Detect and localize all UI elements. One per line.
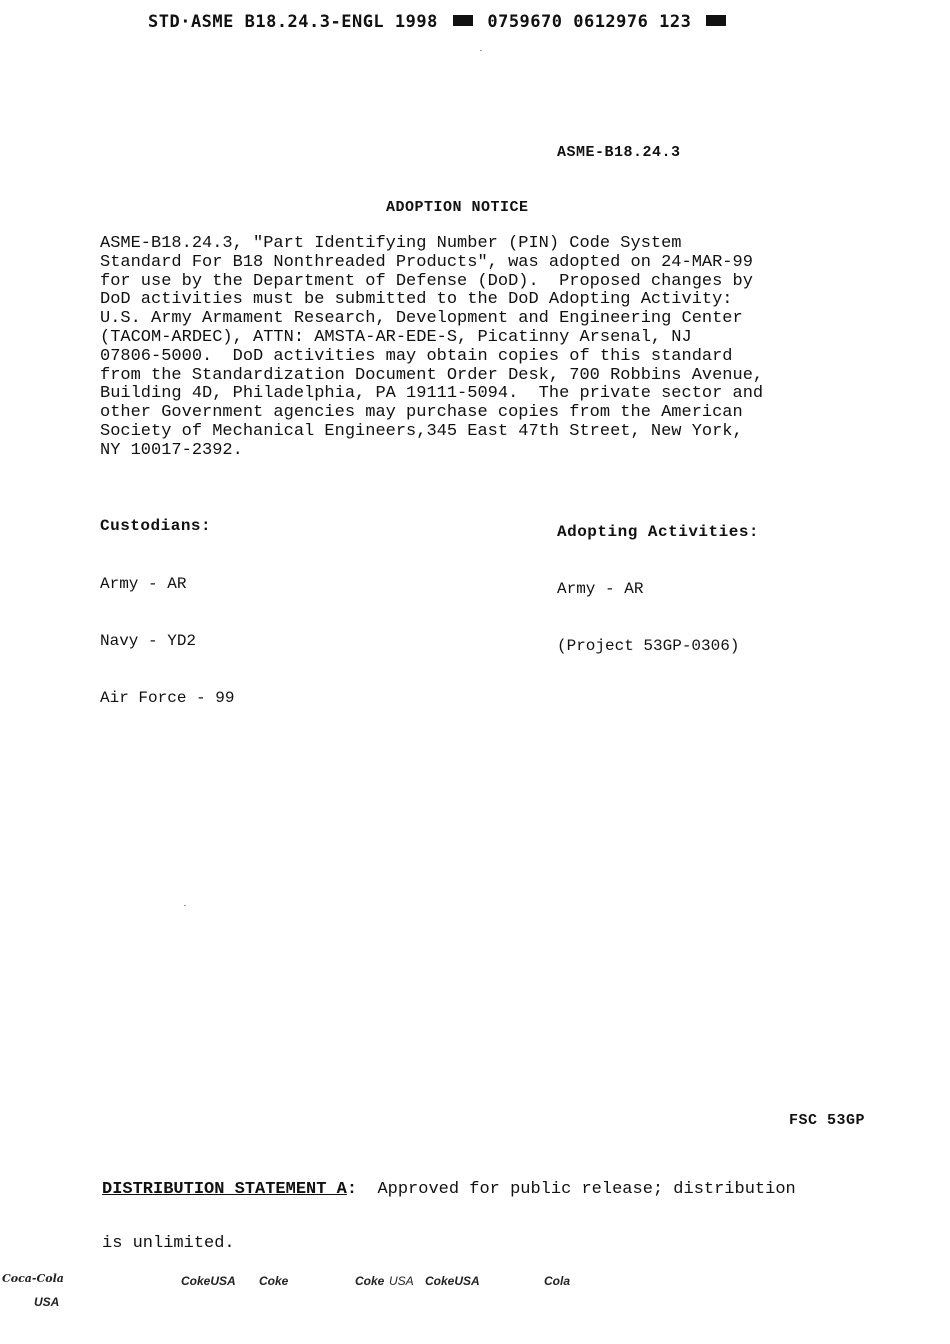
list-item: Army - AR [100, 575, 187, 593]
body-line: ASME-B18.24.3, "Part Identifying Number (PIN) Code System [100, 234, 682, 253]
list-item: Navy - YD2 [100, 632, 197, 650]
custodians-heading: Custodians: [100, 517, 212, 535]
distribution-text: Approved for public release; distribution [357, 1180, 796, 1199]
body-line: Building 4D, Philadelphia, PA 19111-5094. The private sector and [100, 384, 764, 404]
body-line: NY 10017-2392. [100, 440, 243, 460]
list-item: Army - AR [557, 580, 644, 598]
body-line: Society of Mechanical Engineers,345 East 47th Street, New York, [100, 421, 743, 441]
header-code-left: STD·ASME B18.24.3-ENGL 1998 [148, 12, 438, 32]
document-id: ASME-B18.24.3 [557, 144, 681, 161]
list-item: Air Force - 99 [100, 689, 235, 707]
scan-speck [480, 50, 482, 51]
body-line: for use by the Department of Defense (DoD). Proposed changes by [100, 271, 753, 291]
footer-brand: Coke [355, 1274, 385, 1288]
footer-brand: CokeUSA [425, 1274, 480, 1288]
footer-brand: Coke [259, 1274, 289, 1288]
body-line: other Government agencies may purchase copies from the American [100, 403, 743, 423]
header-document-code [148, 12, 730, 32]
distribution-label: DISTRIBUTION STATEMENT A [102, 1180, 347, 1199]
header-code-right: 0759670 0612976 123 [487, 12, 692, 32]
coca-cola-logo: Coca-Cola [2, 1272, 64, 1285]
adopting-activities-list [557, 542, 739, 675]
fsc-code: FSC 53GP [789, 1112, 866, 1129]
distribution-statement [102, 1145, 796, 1271]
footer-brand: USA [389, 1274, 414, 1288]
footer-brand: Cola [544, 1274, 571, 1288]
footer-usa: USA [34, 1295, 60, 1309]
body-line: Standard For B18 Nonthreaded Products", was adopted on 24-MAR-99 [100, 252, 753, 272]
distribution-colon: : [346, 1180, 358, 1199]
body-line: from the Standardization Document Order Desk, 700 Robbins Avenue, [100, 365, 764, 385]
body-line: U.S. Army Armament Research, Development and Engineering Center [100, 309, 743, 329]
adopting-activities-heading: Adopting Activities: [557, 523, 760, 541]
black-bar-mark [453, 15, 473, 26]
list-item: (Project 53GP-0306) [557, 637, 740, 655]
body-line: 07806-5000. DoD activities may obtain copies of this standard [100, 346, 733, 366]
notice-body [100, 235, 860, 461]
black-bar-mark [706, 15, 726, 26]
body-line: DoD activities must be submitted to the DoD Adopting Activity: [100, 290, 733, 310]
scan-speck [184, 905, 186, 906]
distribution-text-line2: is unlimited. [102, 1234, 235, 1253]
notice-title: ADOPTION NOTICE [386, 199, 529, 216]
footer-brand: CokeUSA [181, 1274, 236, 1288]
custodians-list [100, 537, 234, 727]
body-line: (TACOM-ARDEC), ATTN: AMSTA-AR-EDE-S, Picatinny Arsenal, NJ [100, 327, 692, 347]
